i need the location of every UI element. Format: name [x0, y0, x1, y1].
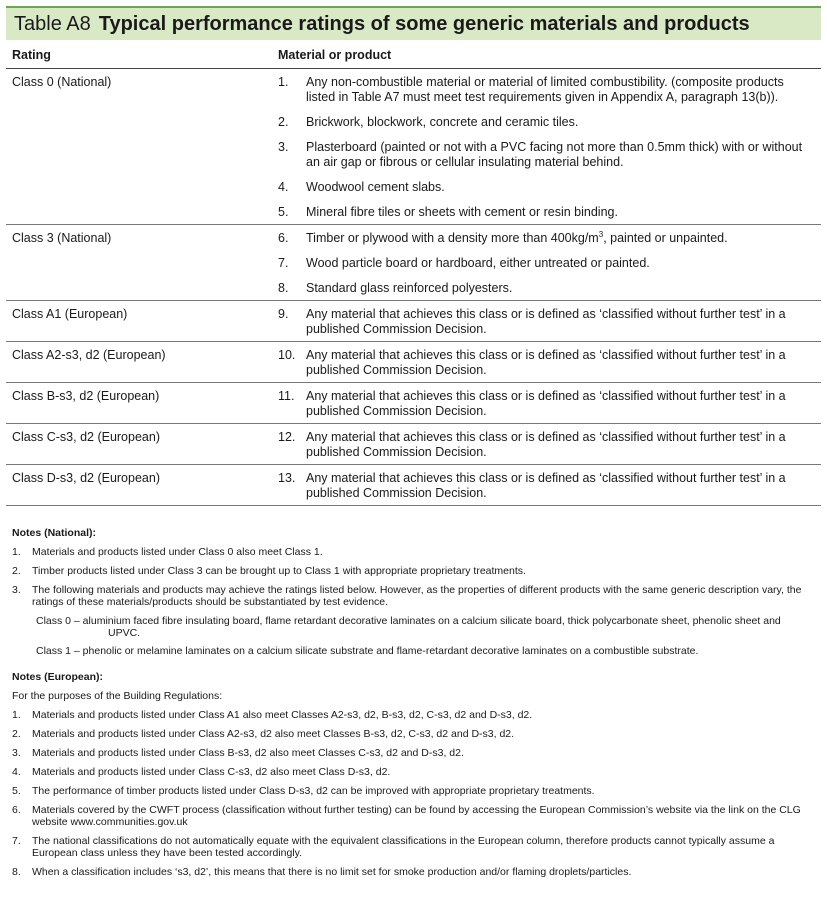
item-number: 4.	[278, 180, 289, 194]
note-text: The following materials and products may achieve the ratings listed below. However, as the properties of different products with the same generic description vary, the ratings of these materials/products should be substantiated by test evidence.	[32, 584, 802, 608]
notes-european-intro: For the purposes of the Building Regulations:	[12, 690, 223, 702]
table-row	[6, 383, 821, 424]
material-cell	[272, 383, 821, 424]
material-cell	[272, 465, 821, 506]
table-row	[6, 465, 821, 506]
list-item	[278, 225, 815, 250]
note-item	[12, 728, 812, 740]
item-number: 10.	[278, 348, 296, 362]
ratings-table	[6, 41, 821, 506]
note-number: 3.	[12, 747, 21, 759]
item-text: Standard glass reinforced polyesters.	[306, 281, 513, 295]
material-cell	[272, 424, 821, 465]
item-text	[306, 231, 815, 246]
sub-note	[12, 615, 812, 639]
note-text: Materials and products listed under Class C-s3, d2 also meet Class D-s3, d2.	[32, 766, 391, 778]
table-row	[6, 69, 821, 225]
list-item	[278, 109, 815, 134]
item-number: 8.	[278, 281, 289, 295]
rating-cell: Class A2-s3, d2 (European)	[6, 342, 272, 383]
item-text: Brickwork, blockwork, concrete and ceramic tiles.	[306, 115, 579, 129]
note-text: Materials and products listed under Class A1 also meet Classes A2-s3, d2, B-s3, d2, C-s3, d2 and D-s3, d2.	[32, 709, 533, 721]
note-item	[12, 785, 812, 797]
rating-cell: Class 0 (National)	[6, 69, 272, 225]
note-text: When a classification includes ‘s3, d2’, this means that there is no limit set for smoke production and/or flaming droplets/particles.	[32, 866, 632, 878]
note-item	[12, 709, 812, 721]
superscript: 3	[598, 229, 604, 239]
table-row	[6, 301, 821, 342]
item-text: Any material that achieves this class or is defined as ‘classified without further test’ in a published Commission Decision.	[306, 348, 786, 377]
note-item	[12, 766, 812, 778]
table-label: Table A8	[14, 12, 91, 35]
table-title-bar	[6, 6, 821, 40]
note-number: 7.	[12, 835, 21, 847]
notes-european-heading: Notes (European):	[12, 671, 104, 683]
item-number: 13.	[278, 471, 296, 485]
list-item	[278, 250, 815, 275]
list-item	[278, 134, 815, 174]
rating-cell: Class C-s3, d2 (European)	[6, 424, 272, 465]
list-item	[278, 174, 815, 199]
note-item	[12, 835, 812, 859]
note-text: Materials and products listed under Class A2-s3, d2 also meet Classes B-s3, d2, C-s3, d2 and D-s3, d2.	[32, 728, 515, 740]
note-text: Materials and products listed under Class B-s3, d2 also meet Classes C-s3, d2 and D-s3, d2.	[32, 747, 464, 759]
sub-note-text: Class 1 – phenolic or melamine laminates on a calcium silicate substrate and flame-retardant decorative laminates on a combustible substrate.	[36, 645, 699, 657]
header-material: Material or product	[272, 41, 821, 69]
note-item	[12, 584, 812, 608]
sub-note	[12, 645, 812, 657]
item-number: 12.	[278, 430, 296, 444]
note-number: 6.	[12, 804, 21, 816]
list-item	[278, 199, 815, 224]
header-rating: Rating	[6, 41, 272, 69]
sub-note-text: Class 0 – aluminium faced fibre insulating board, flame retardant decorative laminates on a calcium silicate board, thick polycarbonate sheet, phenolic sheet and UPVC.	[36, 615, 781, 639]
item-number: 7.	[278, 256, 289, 270]
rating-cell: Class A1 (European)	[6, 301, 272, 342]
material-cell	[272, 301, 821, 342]
rating-cell: Class B-s3, d2 (European)	[6, 383, 272, 424]
item-number: 9.	[278, 307, 289, 321]
item-text: Mineral fibre tiles or sheets with cement or resin binding.	[306, 205, 618, 219]
notes-national-heading: Notes (National):	[12, 527, 96, 539]
item-text: Wood particle board or hardboard, either untreated or painted.	[306, 256, 650, 270]
note-text: The national classifications do not automatically equate with the equivalent classifications in the European column, therefore products cannot typically assume a European class unless they have been tested accordingly.	[32, 835, 775, 859]
note-number: 1.	[12, 546, 21, 558]
table-title: Typical performance ratings of some generic materials and products	[98, 12, 750, 35]
note-item	[12, 546, 812, 558]
note-number: 4.	[12, 766, 21, 778]
table-row	[6, 424, 821, 465]
item-number: 1.	[278, 75, 289, 89]
table-row	[6, 342, 821, 383]
notes-section	[12, 527, 812, 885]
list-item	[278, 383, 815, 423]
item-number: 6.	[278, 231, 289, 245]
rating-cell: Class D-s3, d2 (European)	[6, 465, 272, 506]
item-text: Any non-combustible material or material of limited combustibility. (composite products listed in Table A7 must meet test requirements given in Appendix A, paragraph 13(b)).	[306, 75, 784, 104]
item-text: Woodwool cement slabs.	[306, 180, 445, 194]
item-number: 11.	[278, 389, 295, 403]
note-number: 2.	[12, 728, 21, 740]
material-cell	[272, 342, 821, 383]
rating-cell: Class 3 (National)	[6, 225, 272, 301]
list-item	[278, 424, 815, 464]
item-number: 5.	[278, 205, 289, 219]
note-number: 2.	[12, 565, 21, 577]
item-text: Any material that achieves this class or is defined as ‘classified without further test’ in a published Commission Decision.	[306, 389, 786, 418]
note-item	[12, 747, 812, 759]
note-item	[12, 804, 812, 828]
list-item	[278, 275, 815, 300]
material-cell	[272, 69, 821, 225]
item-number: 3.	[278, 140, 289, 154]
note-text: The performance of timber products listed under Class D-s3, d2 can be improved with appropriate proprietary treatments.	[32, 785, 595, 797]
note-number: 5.	[12, 785, 21, 797]
item-number: 2.	[278, 115, 289, 129]
item-text-part: Timber or plywood with a density more than 400kg/m	[306, 231, 599, 245]
item-text: Any material that achieves this class or is defined as ‘classified without further test’ in a published Commission Decision.	[306, 307, 786, 336]
item-text: Plasterboard (painted or not with a PVC facing not more than 0.5mm thick) with or without an air gap or fibrous or cellular insulating material behind.	[306, 140, 803, 169]
note-text: Materials covered by the CWFT process (classification without further testing) can be found by accessing the European Commission’s website via the link on the CLG website www.communities.gov.uk	[32, 804, 801, 828]
note-text: Materials and products listed under Class 0 also meet Class 1.	[32, 546, 323, 558]
item-text: Any material that achieves this class or is defined as ‘classified without further test’ in a published Commission Decision.	[306, 471, 786, 500]
table-row	[6, 225, 821, 301]
note-item	[12, 866, 812, 878]
note-number: 8.	[12, 866, 21, 878]
item-text-part: , painted or unpainted.	[603, 231, 728, 245]
item-text: Any material that achieves this class or is defined as ‘classified without further test’ in a published Commission Decision.	[306, 430, 786, 459]
note-number: 3.	[12, 584, 21, 596]
note-number: 1.	[12, 709, 21, 721]
material-cell	[272, 225, 821, 301]
note-item	[12, 565, 812, 577]
list-item	[278, 69, 815, 109]
list-item	[278, 465, 815, 505]
list-item	[278, 342, 815, 382]
note-text: Timber products listed under Class 3 can be brought up to Class 1 with appropriate proprietary treatments.	[32, 565, 526, 577]
list-item	[278, 301, 815, 341]
table-header-row	[6, 41, 821, 69]
